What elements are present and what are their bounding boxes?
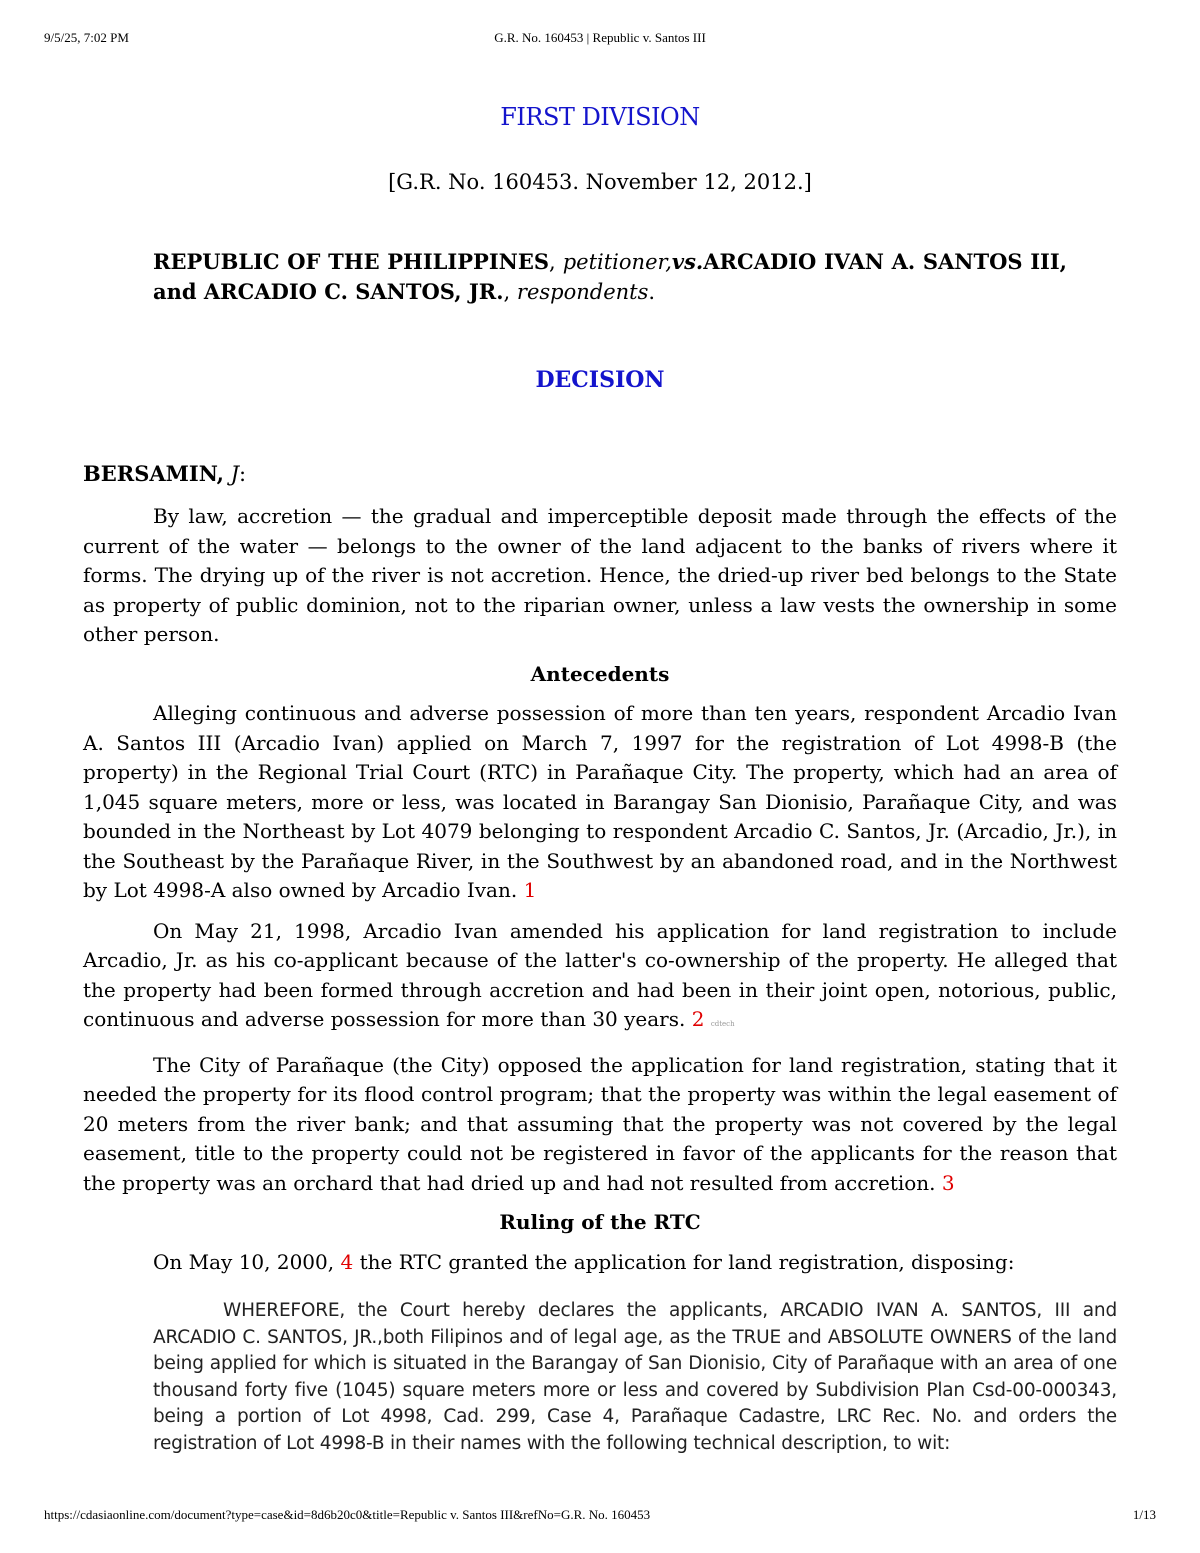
print-title: G.R. No. 160453 | Republic v. Santos III [494, 30, 706, 45]
print-url: https://cdasiaonline.com/document?type=case&id=8d6b20c0&title=Republic v. Santos III&refNo=G.R. No. 160453 [44, 1507, 651, 1522]
paragraph-ruling: On May 10, 2000, 4 the RTC granted the application for land registration, disposing: [153, 1249, 1015, 1274]
paragraph-antecedents-3: The City of Parañaque (the City) opposed the application for land registration, stating that it needed the property for its flood control program; that the property was within the legal easement of 20 meters from the river bank; and that assuming that the property was not covered by the legal easement, title to the property could not be registered in favor of the applicants for the reason that the property was an orchard that had dried up and had not resulted from accretion. 3 [83, 1052, 1117, 1195]
case-number: [G.R. No. 160453. November 12, 2012.] [388, 170, 812, 194]
paragraph-antecedents-2: On May 21, 1998, Arcadio Ivan amended his application for land registration to include Arcadio, Jr. as his co-applicant because of the latter's co-ownership of the property. He alleged that the property had been formed through accretion and had been in their joint open, notorious, public, continuous and adverse possession for more than 30 years. 2 cdtech [83, 918, 1117, 1031]
versus: vs. [671, 249, 704, 274]
ponente: BERSAMIN, J: [83, 461, 247, 486]
page-number: 1/13 [1132, 1507, 1156, 1522]
print-datetime: 9/5/25, 7:02 PM [44, 30, 129, 45]
division-title: FIRST DIVISION [500, 103, 700, 131]
footnote-ref-3[interactable]: 3 [941, 1170, 955, 1195]
ponente-title: J [230, 462, 240, 486]
print-header [44, 30, 1156, 50]
decision-heading: DECISION [535, 367, 665, 393]
heading-antecedents: Antecedents [530, 661, 670, 686]
respondent-role: respondents [516, 280, 649, 304]
paragraph-antecedents-1: Alleging continuous and adverse possession of more than ten years, respondent Arcadio Ivan A. Santos III (Arcadio Ivan) applied on March 7, 1997 for the registration of Lot 4998-B (the property) in the Regional Trial Court (RTC) in Parañaque City. The property, which had an area of 1,045 square meters, more or less, was located in Barangay San Dionisio, Parañaque City, and was bounded in the Northeast by Lot 4079 belonging to respondent Arcadio C. Santos, Jr. (Arcadio, Jr.), in the Southeast by the Parañaque River, in the Southwest by an abandoned road, and in the Northwest by Lot 4998-A also owned by Arcadio Ivan. 1 [83, 701, 1117, 902]
heading-ruling-rtc: Ruling of the RTC [499, 1210, 701, 1234]
petitioner-role: petitioner, [562, 250, 672, 274]
respondent-names: ARCADIO IVAN A. SANTOS III, and ARCADIO C. SANTOS, JR. [153, 249, 1067, 304]
paragraph-intro: By law, accretion — the gradual and imperceptible deposit made through the effects of the current of the water — belongs to the owner of the land adjacent to the banks of rivers where it forms. The drying up of the river is not accretion. Hence, the dried-up river bed belongs to the State as property of public dominion, not to the riparian owner, unless a law vests the ownership in some other person. [83, 504, 1117, 646]
petitioner-name: REPUBLIC OF THE PHILIPPINES [153, 249, 550, 274]
footnote-ref-4[interactable]: 4 [340, 1249, 354, 1274]
opinion-body [83, 502, 1117, 1277]
print-footer [44, 1507, 1156, 1527]
footnote-ref-1[interactable]: 1 [523, 878, 537, 902]
ponente-name: BERSAMIN, [83, 461, 224, 486]
case-parties: REPUBLIC OF THE PHILIPPINES, petitioner,vs.ARCADIO IVAN A. SANTOS III, and ARCADIO C. SANTOS, JR., respondents. [153, 249, 1067, 304]
quote-text: WHEREFORE, the Court hereby declares the applicants, ARCADIO IVAN A. SANTOS, III and ARCADIO C. SANTOS, JR.,both Filipinos and of legal age, as the TRUE and ABSOLUTE OWNERS of the land being applied for which is situated in the Barangay of San Dionisio, City of Parañaque with an area of one thousand forty five (1045) square meters more or less and covered by Subdivision Plan Csd-00-000343, being a portion of Lot 4998, Cad. 299, Case 4, Parañaque Cadastre, LRC Rec. No. and orders the registration of Lot 4998-B in their names with the following technical description, to wit: [153, 1300, 1117, 1454]
footnote-ref-2[interactable]: 2 [691, 1007, 705, 1031]
dispositive-quote [153, 1298, 1117, 1458]
watermark-mark: cdtech [710, 1020, 735, 1028]
